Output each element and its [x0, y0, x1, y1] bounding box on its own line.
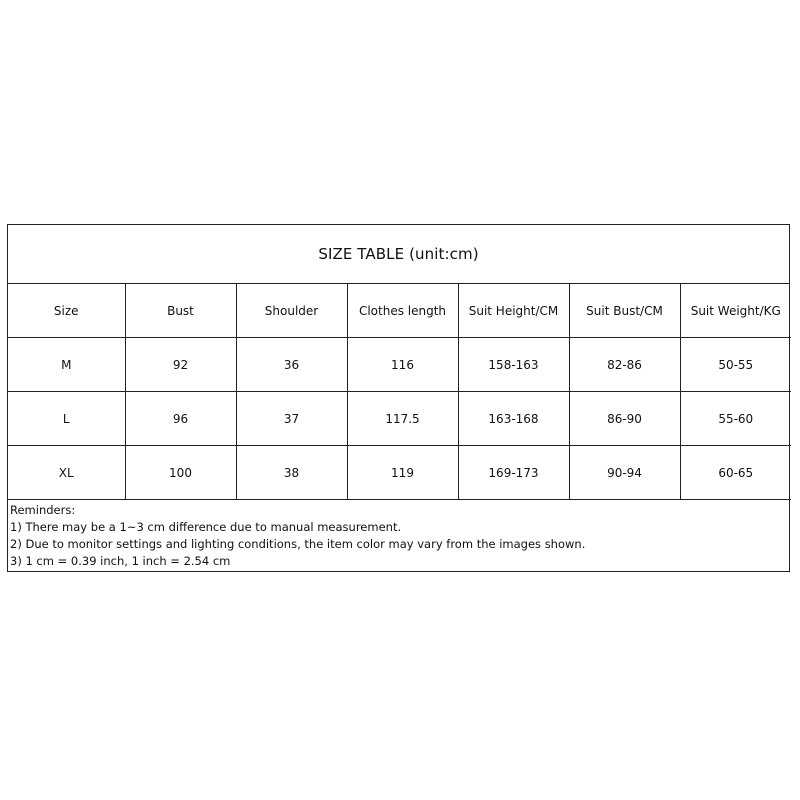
cell-bust: 92 [125, 338, 236, 392]
column-header-bust: Bust [125, 284, 236, 338]
cell-size: XL [8, 446, 125, 500]
size-table [7, 224, 790, 572]
cell-suit-bust: 90-94 [569, 446, 680, 500]
cell-shoulder: 37 [236, 392, 347, 446]
header-row [8, 284, 791, 338]
column-header-clothes-length: Clothes length [347, 284, 458, 338]
reminders-block [10, 502, 770, 570]
size-grid [8, 284, 791, 500]
cell-suit-bust: 82-86 [569, 338, 680, 392]
table-row [8, 338, 791, 392]
reminder-item: 1) There may be a 1~3 cm difference due to manual measurement. [10, 520, 402, 534]
table-title: SIZE TABLE (unit:cm) [8, 225, 789, 284]
cell-size: M [8, 338, 125, 392]
cell-suit-height: 169-173 [458, 446, 569, 500]
cell-bust: 100 [125, 446, 236, 500]
column-header-suit-weight: Suit Weight/KG [680, 284, 791, 338]
cell-shoulder: 38 [236, 446, 347, 500]
cell-clothes-length: 116 [347, 338, 458, 392]
cell-clothes-length: 117.5 [347, 392, 458, 446]
cell-size: L [8, 392, 125, 446]
cell-suit-bust: 86-90 [569, 392, 680, 446]
column-header-suit-height: Suit Height/CM [458, 284, 569, 338]
table-row [8, 446, 791, 500]
column-header-size: Size [8, 284, 125, 338]
cell-suit-weight: 55-60 [680, 392, 791, 446]
cell-suit-weight: 50-55 [680, 338, 791, 392]
reminders-heading: Reminders: [10, 503, 76, 517]
table-row [8, 392, 791, 446]
cell-bust: 96 [125, 392, 236, 446]
column-header-shoulder: Shoulder [236, 284, 347, 338]
reminder-item: 3) 1 cm = 0.39 inch, 1 inch = 2.54 cm [10, 554, 231, 568]
cell-suit-height: 163-168 [458, 392, 569, 446]
cell-suit-weight: 60-65 [680, 446, 791, 500]
cell-suit-height: 158-163 [458, 338, 569, 392]
reminder-item: 2) Due to monitor settings and lighting conditions, the item color may vary from the images shown. [10, 537, 586, 551]
cell-shoulder: 36 [236, 338, 347, 392]
cell-clothes-length: 119 [347, 446, 458, 500]
column-header-suit-bust: Suit Bust/CM [569, 284, 680, 338]
